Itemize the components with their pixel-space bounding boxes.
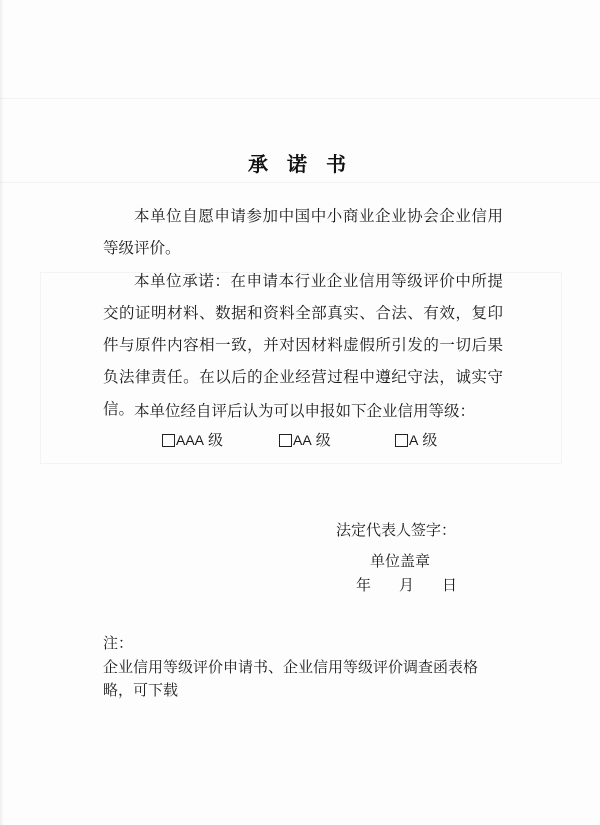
option-aaa-unit: 级	[208, 431, 224, 449]
date-line	[356, 575, 457, 595]
paragraph-self-assessment: 本单位经自评后认为可以申报如下企业信用等级：	[134, 402, 476, 420]
option-aaa-code: AAA	[176, 432, 205, 448]
checkbox-aaa[interactable]	[162, 434, 175, 447]
option-aaa[interactable]	[162, 425, 223, 455]
scan-edge-shadow	[0, 0, 4, 825]
option-a[interactable]	[395, 425, 437, 455]
credit-level-options	[162, 425, 482, 455]
option-a-code: A	[409, 432, 419, 448]
checkbox-aa[interactable]	[279, 434, 292, 447]
option-aa-code: AA	[293, 432, 312, 448]
paragraph-commitment: 本单位承诺：在申请本行业企业信用等级评价中所提交的证明材料、数据和资料全部真实、合法、有效，复印件与原件内容相一致，并对因材料虚假所引发的一切后果负法律责任。在以后的企业经营过程中遵纪守法，诚实守信。	[103, 272, 503, 418]
paragraph-application: 本单位自愿申请参加中国中小商业企业协会企业信用等级评价。	[103, 207, 503, 257]
document-title: 承 诺 书	[248, 152, 352, 176]
date-year-label: 年	[356, 576, 372, 594]
representative-signature-label: 法定代表人签字：	[336, 521, 457, 539]
option-aa-unit: 级	[315, 431, 331, 449]
scan-artifact-line	[0, 182, 600, 183]
option-aa[interactable]	[279, 425, 331, 455]
date-month-label: 月	[399, 576, 415, 594]
date-day-label: 日	[442, 576, 458, 594]
checkbox-a[interactable]	[395, 434, 408, 447]
unit-seal-label: 单位盖章	[370, 552, 431, 570]
scan-artifact-line	[0, 98, 600, 99]
option-a-unit: 级	[422, 431, 438, 449]
note-label: 注：	[103, 634, 134, 652]
note-text: 企业信用等级评价申请书、企业信用等级评价调查函表格略，可下载	[103, 658, 479, 699]
